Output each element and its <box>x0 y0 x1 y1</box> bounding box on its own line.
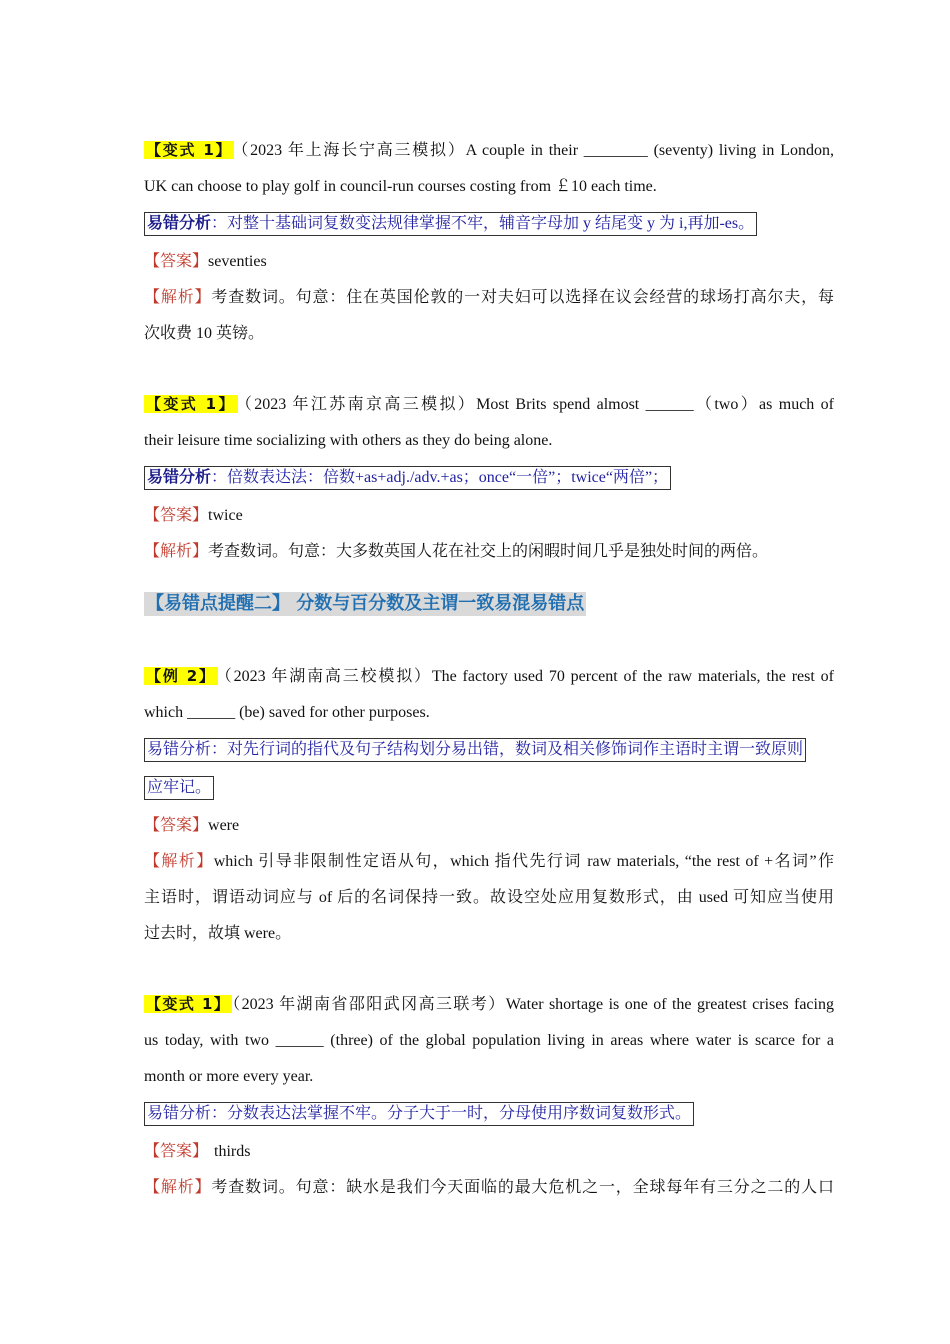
error-analysis-text: 易错分析：分数表达法掌握不牢。分子大于一时，分母使用序数词复数形式。 <box>147 1105 692 1122</box>
answer-label: 【答案】 <box>144 507 209 524</box>
question-tag: 【变式 1】 <box>146 141 233 159</box>
error-analysis-text: 应牢记。 <box>147 779 212 796</box>
explanation-line: 过去时，故填 were。 <box>144 925 292 942</box>
error-analysis-box <box>144 466 671 490</box>
question-tag: 【例 2】 <box>146 667 216 685</box>
answer-value: seventies <box>208 253 267 270</box>
question-line <box>144 132 834 169</box>
question-line: which ______ (be) saved for other purposes. <box>144 704 430 721</box>
question-line <box>144 986 834 1023</box>
error-analysis-box <box>144 1102 694 1126</box>
question-line: us today, with two ______ (three) of the global population living in areas where water is scarce for a <box>144 1032 834 1049</box>
answer-value: were <box>208 817 240 834</box>
error-analysis-box <box>144 738 806 762</box>
answer-line <box>144 1134 834 1170</box>
question-text: （2023 年湖南省邵阳武冈高三联考）Water shortage is one of the greatest crises facing <box>232 996 834 1013</box>
explanation-label: 【解析】 <box>144 289 212 306</box>
explanation-text: which 引导非限制性定语从句，which 指代先行词 raw materials, “the rest of +名词”作 <box>213 853 834 870</box>
section-heading: 【易错点提醒二】 分数与百分数及主谓一致易混易错点 <box>146 593 585 614</box>
answer-label: 【答案】 <box>144 817 209 834</box>
error-analysis-box <box>144 212 757 236</box>
answer-label: 【答案】 <box>144 1143 209 1160</box>
error-analysis-text: ：对整十基础词复数变法规律掌握不牢，辅音字母加 y 结尾变 y 为 i,再加-es。 <box>211 215 755 232</box>
question-line: month or more every year. <box>144 1068 314 1085</box>
question-text: （2023 年江苏南京高三模拟）Most Brits spend almost ______（two）as much of <box>243 396 834 413</box>
explanation-text: 考查数词。句意：缺水是我们今天面临的最大危机之一，全球每年有三分之二的人口 <box>211 1179 834 1196</box>
answer-value: thirds <box>214 1143 251 1160</box>
error-analysis-text: ：倍数表达法：倍数+as+adj./adv.+as；once“一倍”；twice“两倍”； <box>211 469 669 486</box>
answer-label: 【答案】 <box>144 253 209 270</box>
explanation-label: 【解析】 <box>144 543 209 560</box>
explanation-text: 考查数词。句意：大多数英国人花在社交上的闲暇时间几乎是独处时间的两倍。 <box>208 543 769 560</box>
question-line: UK can choose to play golf in council-run courses costing from ￡10 each time. <box>144 178 657 195</box>
explanation-text: 考查数词。句意：住在英国伦敦的一对夫妇可以选择在议会经营的球场打高尔夫，每 <box>211 289 834 306</box>
answer-line <box>144 808 834 844</box>
explanation-line <box>144 1170 834 1206</box>
answer-line <box>144 498 834 534</box>
error-analysis-label: 易错分析 <box>147 215 212 232</box>
question-tag: 【变式 1】 <box>146 395 236 413</box>
question-text: （2023 年上海长宁高三模拟）A couple in their ________ (seventy) living in London, <box>240 142 834 159</box>
explanation-line <box>144 844 834 880</box>
explanation-line <box>144 534 834 570</box>
error-analysis-text: 易错分析：对先行词的指代及句子结构划分易出错，数词及相关修饰词作主语时主谓一致原则 <box>147 741 804 758</box>
explanation-line: 次收费 10 英镑。 <box>144 325 265 342</box>
explanation-label: 【解析】 <box>144 853 214 870</box>
explanation-line: 主语时，谓语动词应与 of 后的名词保持一致。故设空处应用复数形式，由 used 可知应当使用 <box>144 889 834 906</box>
question-line <box>144 386 834 423</box>
question-line: their leisure time socializing with others as they do being alone. <box>144 432 553 449</box>
error-analysis-box-cont <box>144 776 214 800</box>
document-page <box>144 132 834 1206</box>
question-text: （2023 年湖南高三校模拟）The factory used 70 percent of the raw materials, the rest of <box>223 668 834 685</box>
answer-value: twice <box>208 507 243 524</box>
error-analysis-label: 易错分析 <box>147 469 212 486</box>
answer-line <box>144 244 834 280</box>
question-tag: 【变式 1】 <box>146 995 231 1013</box>
explanation-label: 【解析】 <box>144 1179 212 1196</box>
question-line <box>144 658 834 695</box>
explanation-line <box>144 280 834 316</box>
